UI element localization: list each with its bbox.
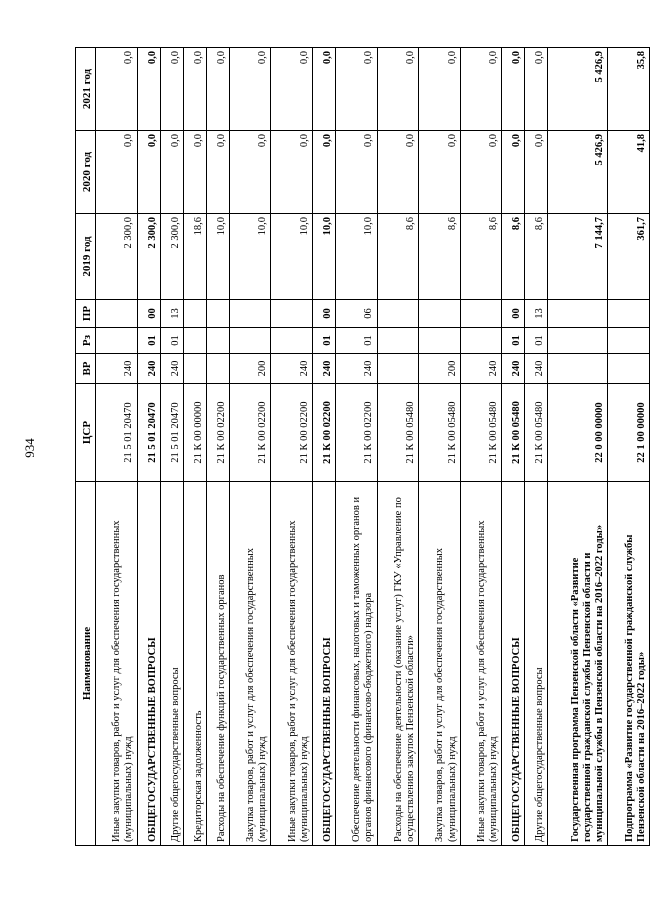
table-row bbox=[377, 48, 419, 846]
row-rz bbox=[460, 328, 502, 354]
row-name: Иные закупки товаров, работ и услуг для обеспечения государственных (муниципальных) нужд bbox=[271, 482, 313, 846]
row-vr: 240 bbox=[160, 354, 183, 384]
row-value-2020: 0,0 bbox=[377, 131, 419, 214]
row-name: Государственная программа Пензенской области «Развитие государственной гражданской службы Пензенской области и муниципальной службы в Пензенской области на 2016–2022 годы» bbox=[548, 482, 608, 846]
row-value-2021: 0,0 bbox=[206, 48, 229, 131]
row-name: Расходы на обеспечение деятельности (оказание услуг) ГКУ «Управление по осуществлению закупок Пензенской области» bbox=[377, 482, 419, 846]
row-value-2019: 361,7 bbox=[608, 214, 650, 300]
row-value-2020: 0,0 bbox=[271, 131, 313, 214]
row-value-2019: 10,0 bbox=[271, 214, 313, 300]
row-value-2019: 2 300,0 bbox=[96, 214, 138, 300]
table-row bbox=[548, 48, 608, 846]
row-value-2021: 0,0 bbox=[271, 48, 313, 131]
row-vr: 240 bbox=[525, 354, 548, 384]
row-value-2020: 41,8 bbox=[608, 131, 650, 214]
row-csr: 21 К 00 05480 bbox=[460, 384, 502, 482]
row-value-2020: 0,0 bbox=[137, 131, 160, 214]
table-row bbox=[96, 48, 138, 846]
header-rz: Рз bbox=[76, 328, 96, 354]
row-name: Подпрограмма «Развитие государственной гражданской службы Пензенской области на 2016–2022 годы» bbox=[608, 482, 650, 846]
row-vr: 240 bbox=[137, 354, 160, 384]
row-vr bbox=[206, 354, 229, 384]
row-value-2020: 0,0 bbox=[312, 131, 335, 214]
row-rz bbox=[206, 328, 229, 354]
row-csr: 21 К 00 05480 bbox=[377, 384, 419, 482]
row-value-2021: 0,0 bbox=[312, 48, 335, 131]
row-value-2020: 0,0 bbox=[160, 131, 183, 214]
row-vr bbox=[183, 354, 206, 384]
row-value-2020: 0,0 bbox=[96, 131, 138, 214]
row-value-2019: 8,6 bbox=[525, 214, 548, 300]
row-value-2019: 2 300,0 bbox=[160, 214, 183, 300]
row-name: ОБЩЕГОСУДАРСТВЕННЫЕ ВОПРОСЫ bbox=[137, 482, 160, 846]
table-row bbox=[525, 48, 548, 846]
row-value-2019: 8,6 bbox=[419, 214, 461, 300]
row-vr bbox=[608, 354, 650, 384]
row-name: Закупка товаров, работ и услуг для обеспечения государственных (муниципальных) нужд bbox=[229, 482, 271, 846]
row-value-2020: 0,0 bbox=[206, 131, 229, 214]
header-name: Наименование bbox=[76, 482, 96, 846]
row-value-2021: 0,0 bbox=[525, 48, 548, 131]
row-pr bbox=[229, 300, 271, 328]
row-value-2021: 0,0 bbox=[335, 48, 377, 131]
row-pr bbox=[377, 300, 419, 328]
row-value-2021: 35,8 bbox=[608, 48, 650, 131]
row-pr bbox=[548, 300, 608, 328]
row-value-2020: 0,0 bbox=[419, 131, 461, 214]
row-value-2020: 0,0 bbox=[335, 131, 377, 214]
row-csr: 21 К 00 02200 bbox=[206, 384, 229, 482]
row-value-2020: 0,0 bbox=[460, 131, 502, 214]
row-value-2021: 0,0 bbox=[160, 48, 183, 131]
table-header-row bbox=[76, 48, 96, 846]
row-vr: 240 bbox=[271, 354, 313, 384]
row-csr: 21 К 00 02200 bbox=[229, 384, 271, 482]
header-pr: ПР bbox=[76, 300, 96, 328]
row-vr: 240 bbox=[502, 354, 525, 384]
row-csr: 21 К 00 02200 bbox=[312, 384, 335, 482]
header-2020: 2020 год bbox=[76, 131, 96, 214]
row-value-2020: 0,0 bbox=[525, 131, 548, 214]
row-value-2021: 0,0 bbox=[377, 48, 419, 131]
row-rz bbox=[183, 328, 206, 354]
row-vr: 240 bbox=[460, 354, 502, 384]
row-name: Расходы на обеспечение функций государственных органов bbox=[206, 482, 229, 846]
row-csr: 21 К 00 05480 bbox=[525, 384, 548, 482]
table-row bbox=[419, 48, 461, 846]
header-csr: ЦСР bbox=[76, 384, 96, 482]
row-name: ОБЩЕГОСУДАРСТВЕННЫЕ ВОПРОСЫ bbox=[502, 482, 525, 846]
row-pr: 00 bbox=[502, 300, 525, 328]
row-pr bbox=[183, 300, 206, 328]
row-value-2021: 0,0 bbox=[183, 48, 206, 131]
row-rz: 01 bbox=[335, 328, 377, 354]
row-value-2019: 10,0 bbox=[312, 214, 335, 300]
row-pr bbox=[460, 300, 502, 328]
row-csr: 21 5 01 20470 bbox=[137, 384, 160, 482]
row-value-2019: 8,6 bbox=[502, 214, 525, 300]
row-rz bbox=[377, 328, 419, 354]
row-name: Другие общегосударственные вопросы bbox=[525, 482, 548, 846]
row-pr: 06 bbox=[335, 300, 377, 328]
row-pr bbox=[96, 300, 138, 328]
row-rz bbox=[229, 328, 271, 354]
row-value-2019: 18,6 bbox=[183, 214, 206, 300]
table-row bbox=[206, 48, 229, 846]
table-row bbox=[312, 48, 335, 846]
row-rz: 01 bbox=[312, 328, 335, 354]
row-value-2020: 0,0 bbox=[229, 131, 271, 214]
row-value-2021: 0,0 bbox=[229, 48, 271, 131]
row-name: Обеспечение деятельности финансовых, налоговых и таможенных органов и органов финансового (финансово-бюджетного) надзора bbox=[335, 482, 377, 846]
row-vr: 200 bbox=[419, 354, 461, 384]
row-value-2021: 0,0 bbox=[419, 48, 461, 131]
table-body bbox=[96, 48, 650, 846]
row-value-2021: 0,0 bbox=[96, 48, 138, 131]
table-row bbox=[137, 48, 160, 846]
table-row bbox=[271, 48, 313, 846]
row-rz: 01 bbox=[502, 328, 525, 354]
row-rz bbox=[271, 328, 313, 354]
row-vr: 240 bbox=[312, 354, 335, 384]
row-value-2019: 10,0 bbox=[335, 214, 377, 300]
table-row bbox=[183, 48, 206, 846]
budget-table bbox=[75, 47, 650, 846]
table-row bbox=[502, 48, 525, 846]
row-name: Другие общегосударственные вопросы bbox=[160, 482, 183, 846]
row-name: Закупка товаров, работ и услуг для обеспечения государственных (муниципальных) нужд bbox=[419, 482, 461, 846]
row-value-2021: 0,0 bbox=[137, 48, 160, 131]
row-csr: 21 К 00 02200 bbox=[335, 384, 377, 482]
row-value-2019: 10,0 bbox=[229, 214, 271, 300]
budget-table-container bbox=[75, 48, 650, 846]
row-vr: 240 bbox=[335, 354, 377, 384]
row-csr: 21 К 00 05480 bbox=[502, 384, 525, 482]
row-value-2020: 0,0 bbox=[183, 131, 206, 214]
row-csr: 22 0 00 00000 bbox=[548, 384, 608, 482]
row-value-2019: 8,6 bbox=[377, 214, 419, 300]
table-row bbox=[160, 48, 183, 846]
row-csr: 22 1 00 00000 bbox=[608, 384, 650, 482]
row-pr bbox=[271, 300, 313, 328]
row-pr: 00 bbox=[312, 300, 335, 328]
row-pr bbox=[419, 300, 461, 328]
row-value-2020: 0,0 bbox=[502, 131, 525, 214]
header-2021: 2021 год bbox=[76, 48, 96, 131]
row-vr: 200 bbox=[229, 354, 271, 384]
row-csr: 21 5 01 20470 bbox=[96, 384, 138, 482]
row-name: Иные закупки товаров, работ и услуг для обеспечения государственных (муниципальных) нужд bbox=[96, 482, 138, 846]
row-rz: 01 bbox=[160, 328, 183, 354]
row-name: ОБЩЕГОСУДАРСТВЕННЫЕ ВОПРОСЫ bbox=[312, 482, 335, 846]
row-value-2021: 0,0 bbox=[460, 48, 502, 131]
row-vr bbox=[377, 354, 419, 384]
row-rz: 01 bbox=[525, 328, 548, 354]
row-value-2019: 8,6 bbox=[460, 214, 502, 300]
row-name: Иные закупки товаров, работ и услуг для обеспечения государственных (муниципальных) нужд bbox=[460, 482, 502, 846]
row-value-2019: 7 144,7 bbox=[548, 214, 608, 300]
row-name: Кредиторская задолженность bbox=[183, 482, 206, 846]
page-number: 934 bbox=[22, 438, 37, 458]
row-pr: 00 bbox=[137, 300, 160, 328]
row-pr bbox=[608, 300, 650, 328]
row-rz bbox=[548, 328, 608, 354]
table-row bbox=[229, 48, 271, 846]
row-value-2021: 5 426,9 bbox=[548, 48, 608, 131]
row-rz: 01 bbox=[137, 328, 160, 354]
row-rz bbox=[96, 328, 138, 354]
row-rz bbox=[608, 328, 650, 354]
row-pr: 13 bbox=[525, 300, 548, 328]
row-value-2019: 2 300,0 bbox=[137, 214, 160, 300]
row-vr: 240 bbox=[96, 354, 138, 384]
row-value-2021: 0,0 bbox=[502, 48, 525, 131]
row-pr: 13 bbox=[160, 300, 183, 328]
row-vr bbox=[548, 354, 608, 384]
row-value-2020: 5 426,9 bbox=[548, 131, 608, 214]
row-rz bbox=[419, 328, 461, 354]
row-csr: 21 5 01 20470 bbox=[160, 384, 183, 482]
header-2019: 2019 год bbox=[76, 214, 96, 300]
table-row bbox=[608, 48, 650, 846]
header-vr: ВР bbox=[76, 354, 96, 384]
table-row bbox=[335, 48, 377, 846]
row-csr: 21 К 00 02200 bbox=[271, 384, 313, 482]
row-pr bbox=[206, 300, 229, 328]
row-csr: 21 К 00 00000 bbox=[183, 384, 206, 482]
row-csr: 21 К 00 05480 bbox=[419, 384, 461, 482]
row-value-2019: 10,0 bbox=[206, 214, 229, 300]
table-row bbox=[460, 48, 502, 846]
